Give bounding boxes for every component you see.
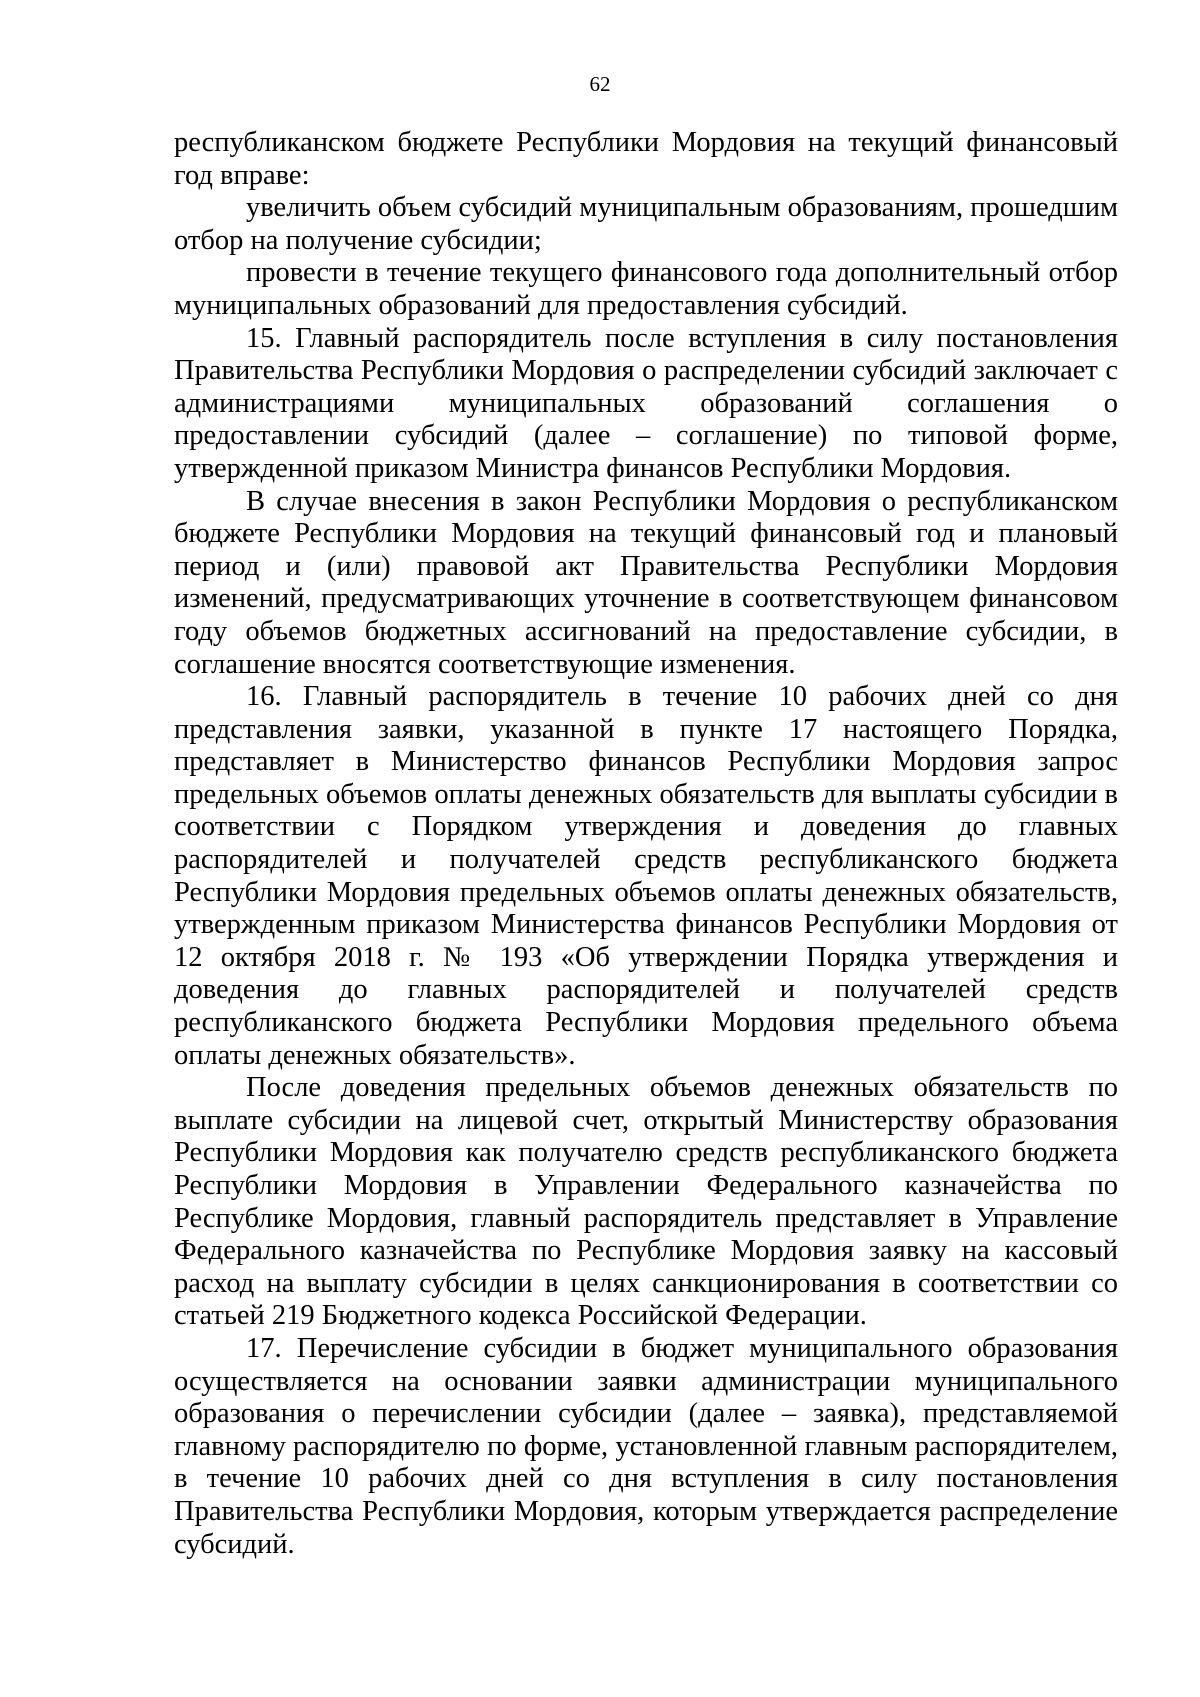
paragraph: республиканском бюджете Республики Мордовия на текущий финансовый год вправе:	[174, 127, 1118, 191]
document-body	[174, 127, 1118, 1561]
paragraph: провести в течение текущего финансового года дополнительный отбор муниципальных образований для предоставления субсидий.	[174, 257, 1118, 321]
paragraph: В случае внесения в закон Республики Мордовия о республиканском бюджете Республики Мордовия на текущий финансовый год и плановый период и (или) правовой акт Правительства Республики Мордовия изменений, предусматривающих уточнение в соответствующем финансовом году объемов бюджетных ассигнований на предоставление субсидии, в соглашение вносятся соответствующие изменения.	[174, 485, 1118, 680]
paragraph: увеличить объем субсидий муниципальным образованиям, прошедшим отбор на получение субсидии;	[174, 192, 1118, 256]
page-number: 62	[589, 72, 611, 96]
paragraph: 16. Главный распорядитель в течение 10 рабочих дней со дня представления заявки, указанной в пункте 17 настоящего Порядка, представляет в Министерство финансов Республики Мордовия запрос предельных объемов оплаты денежных обязательств для выплаты субсидии в соответствии с Порядком утверждения и доведения до главных распорядителей и получателей средств республиканского бюджета Республики Мордовия предельных объемов оплаты денежных обязательств, утвержденным приказом Министерства финансов Республики Мордовия от 12 октября 2018 г. № 193 «Об утверждении Порядка утверждения и доведения до главных распорядителей и получателей средств республиканского бюджета Республики Мордовия предельного объема оплаты денежных обязательств».	[174, 681, 1118, 1071]
paragraph: 15. Главный распорядитель после вступления в силу постановления Правительства Республики Мордовия о распределении субсидий заключает с администрациями муниципальных образований соглашения о предоставлении субсидий (далее – соглашение) по типовой форме, утвержденной приказом Министра финансов Республики Мордовия.	[174, 322, 1118, 484]
paragraph: 17. Перечисление субсидии в бюджет муниципального образования осуществляется на основании заявки администрации муниципального образования о перечислении субсидии (далее – заявка), представляемой главному распорядителю по форме, установленной главным распорядителем, в течение 10 рабочих дней со дня вступления в силу постановления Правительства Республики Мордовия, которым утверждается распределение субсидий.	[174, 1332, 1118, 1560]
paragraph: После доведения предельных объемов денежных обязательств по выплате субсидии на лицевой счет, открытый Министерству образования Республики Мордовия как получателю средств республиканского бюджета Республики Мордовия в Управлении Федерального казначейства по Республике Мордовия, главный распорядитель представляет в Управление Федерального казначейства по Республике Мордовия заявку на кассовый расход на выплату субсидии в целях санкционирования в соответствии со статьей 219 Бюджетного кодекса Российской Федерации.	[174, 1072, 1118, 1332]
